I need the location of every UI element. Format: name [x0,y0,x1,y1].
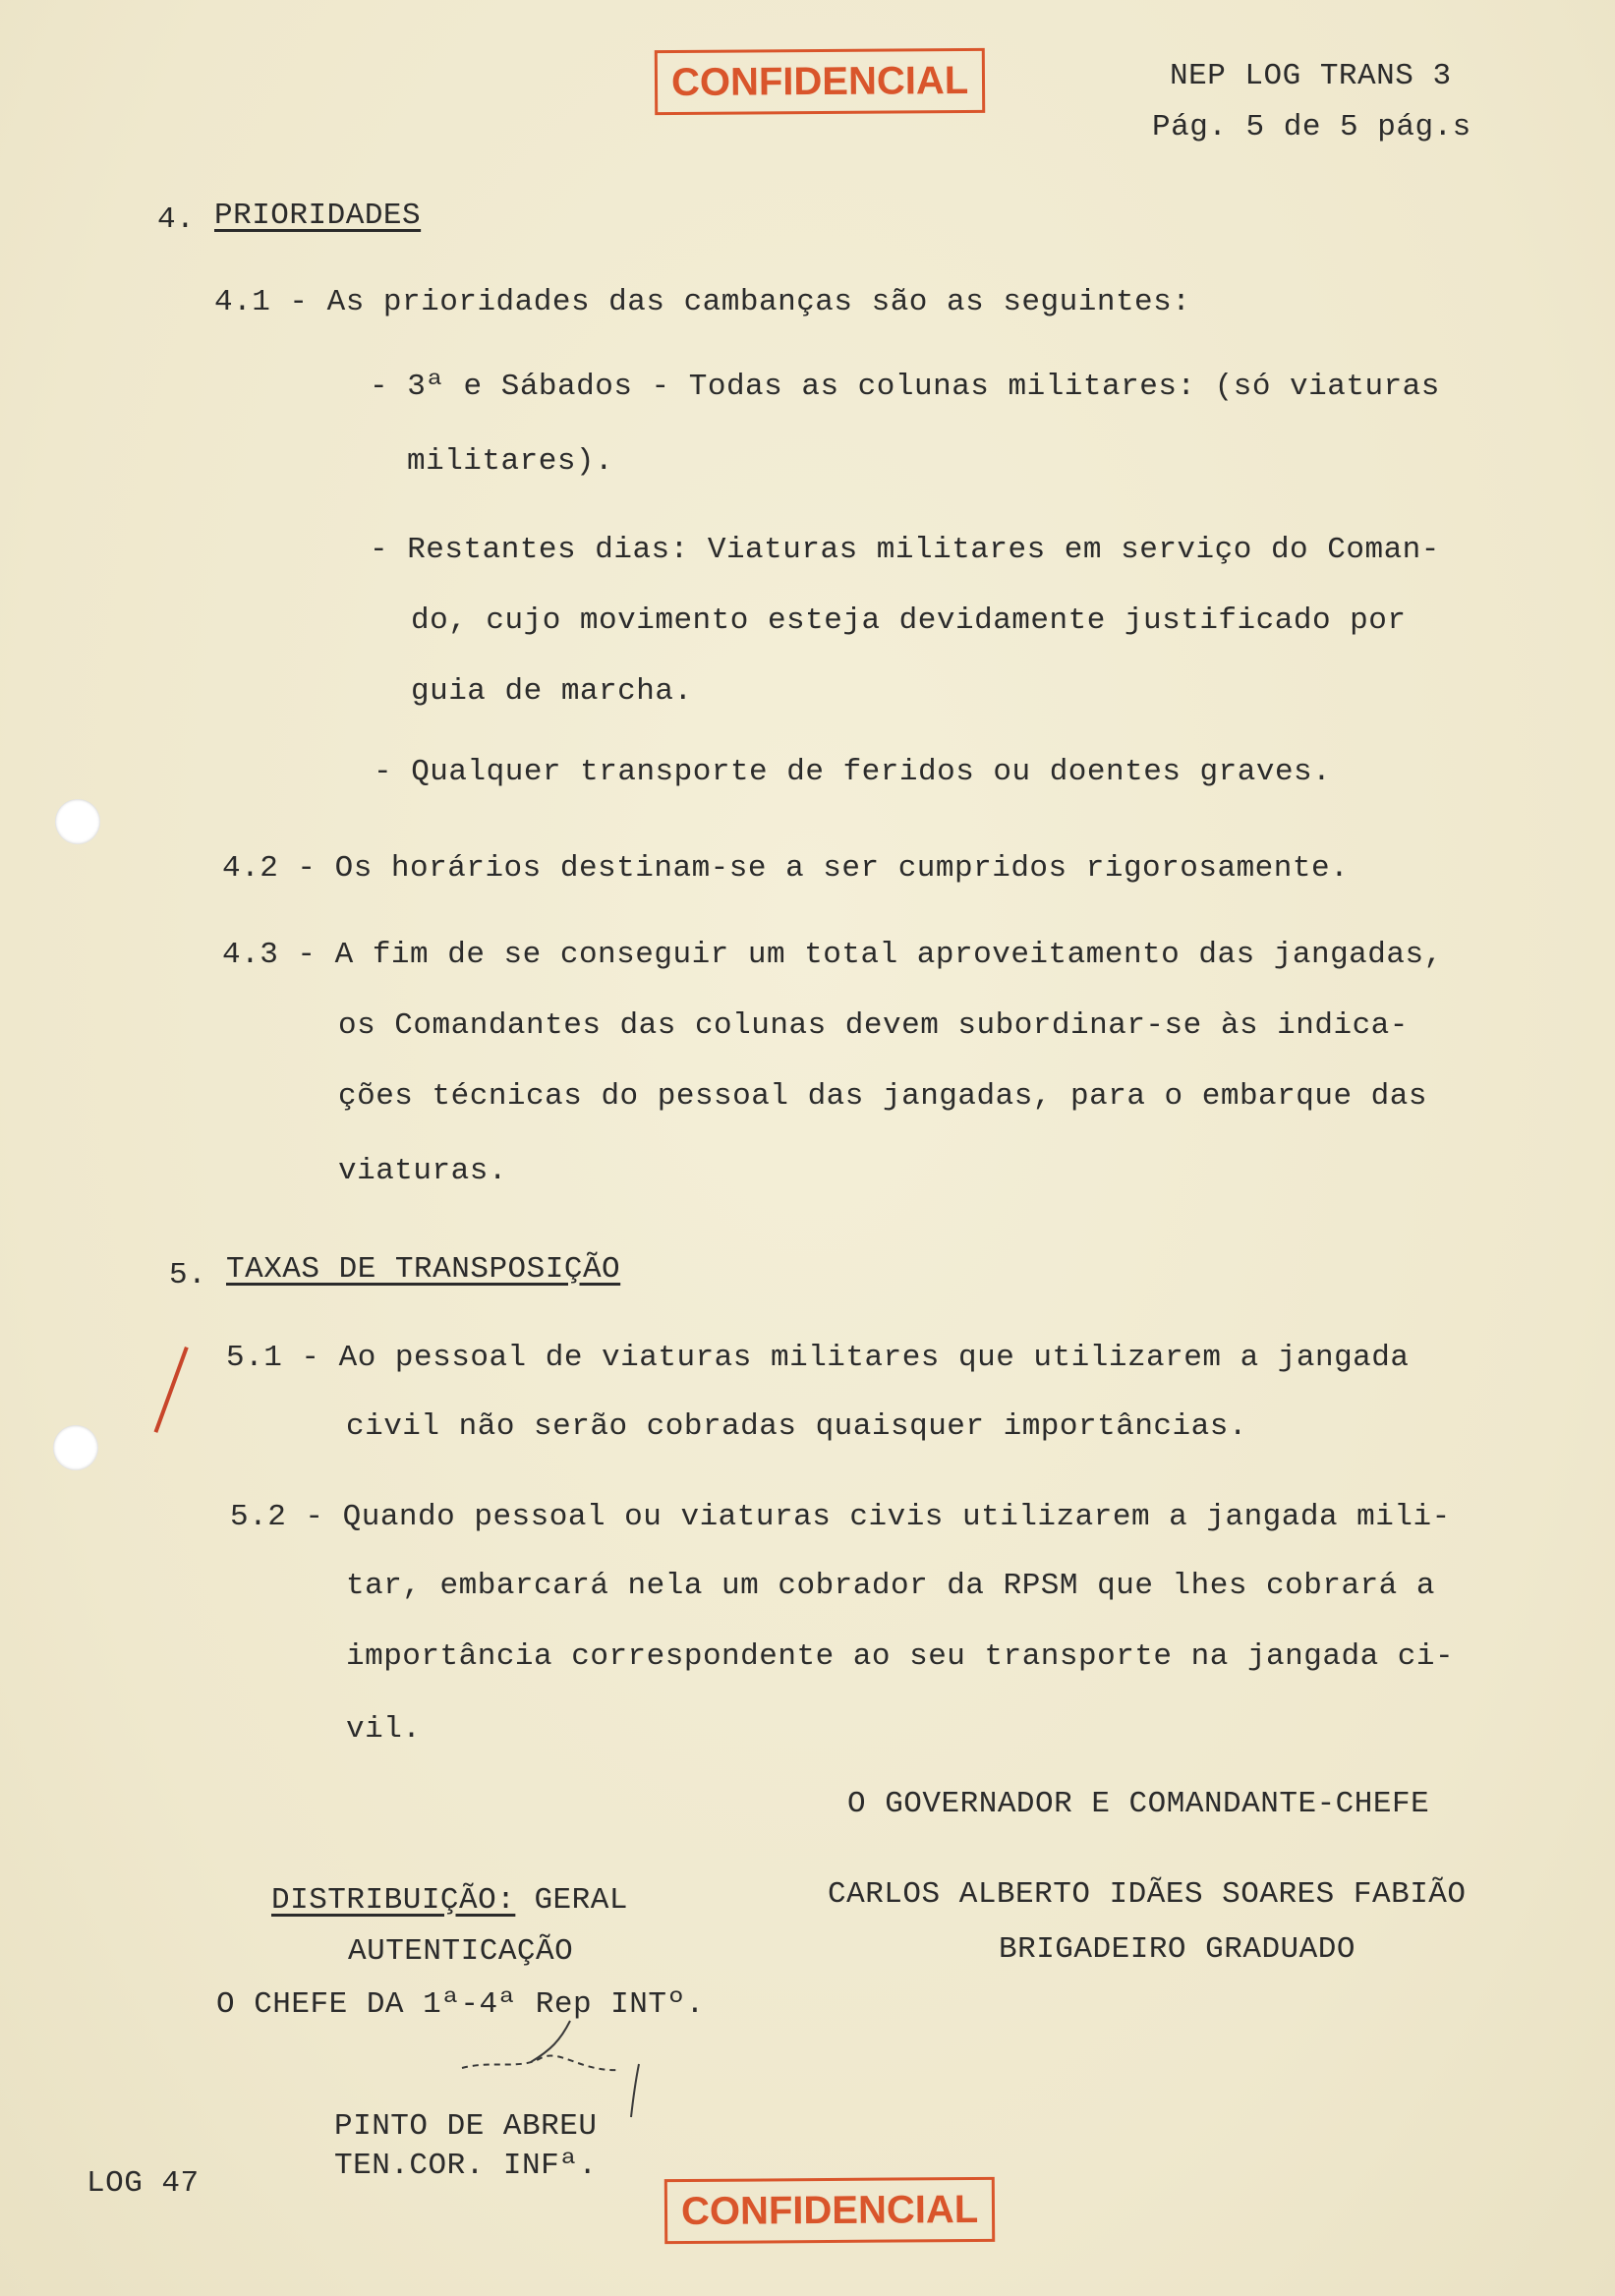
paragraph-5-2-line-4: vil. [346,1712,422,1747]
section-4-number: 4. [157,202,196,237]
paragraph-4-2: 4.2 - Os horários destinam-se a ser cumpridos rigorosamente. [222,851,1350,886]
paragraph-4-3-line-2: os Comandantes das colunas devem subordinar-se às indica- [338,1008,1409,1043]
paragraph-4-1: 4.1 - As prioridades das cambanças são as seguintes: [214,285,1191,319]
bullet-2-line-2: do, cujo movimento esteja devidamente justificado por [411,603,1407,638]
footer-code: LOG 47 [87,2166,200,2201]
chief-line: O CHEFE DA 1ª-4ª Rep INTº. [216,1987,705,2022]
bullet-1-line-1: - 3ª e Sábados - Todas as colunas militares: (só viaturas [370,370,1440,404]
section-5-title: TAXAS DE TRANSPOSIÇÃO [226,1252,621,1287]
paragraph-5-1-line-1: 5.1 - Ao pessoal de viaturas militares que utilizarem a jangada [226,1341,1410,1375]
punch-hole-bottom [53,1425,98,1470]
section-4-title: PRIORIDADES [214,199,422,233]
confidential-stamp-bottom: CONFIDENCIAL [664,2177,996,2244]
confidential-stamp-top: CONFIDENCIAL [655,48,986,115]
bullet-2-line-3: guia de marcha. [411,674,693,709]
margin-pen-mark [154,1347,189,1433]
bullet-1-line-2: militares). [407,444,614,479]
document-reference: NEP LOG TRANS 3 [1170,59,1452,93]
signer-name: PINTO DE ABREU [334,2109,598,2144]
paragraph-5-2-line-2: tar, embarcará nela um cobrador da RPSM que lhes cobrará a [346,1569,1435,1603]
paragraph-5-1-line-2: civil não serão cobradas quaisquer importâncias. [346,1409,1247,1444]
paragraph-5-2-line-1: 5.2 - Quando pessoal ou viaturas civis utilizarem a jangada mili- [230,1500,1451,1534]
paragraph-4-3-line-4: viaturas. [338,1154,507,1188]
signature-name: CARLOS ALBERTO IDÃES SOARES FABIÃO [828,1877,1467,1912]
paragraph-4-3-line-1: 4.3 - A fim de se conseguir um total aproveitamento das jangadas, [222,938,1443,972]
signer-rank: TEN.COR. INFª. [334,2149,598,2183]
punch-hole-top [55,799,100,844]
bullet-3-line-1: - Qualquer transporte de feridos ou doentes graves. [374,755,1332,789]
authentication-label: AUTENTICAÇÃO [348,1934,574,1969]
paragraph-5-2-line-3: importância correspondente ao seu transporte na jangada ci- [346,1639,1455,1674]
distribution-value: GERAL [515,1883,628,1918]
signature-office: O GOVERNADOR E COMANDANTE-CHEFE [847,1787,1430,1821]
page-info: Pág. 5 de 5 pág.s [1152,110,1471,144]
bullet-2-line-1: - Restantes dias: Viaturas militares em serviço do Coman- [370,533,1440,567]
distribution-label: DISTRIBUIÇÃO: [271,1883,516,1918]
signature-rank: BRIGADEIRO GRADUADO [999,1932,1355,1967]
distribution-line [271,1883,628,1919]
paragraph-4-3-line-3: ções técnicas do pessoal das jangadas, para o embarque das [338,1079,1427,1114]
handwritten-signature [452,2001,668,2119]
section-5-number: 5. [169,1258,207,1292]
